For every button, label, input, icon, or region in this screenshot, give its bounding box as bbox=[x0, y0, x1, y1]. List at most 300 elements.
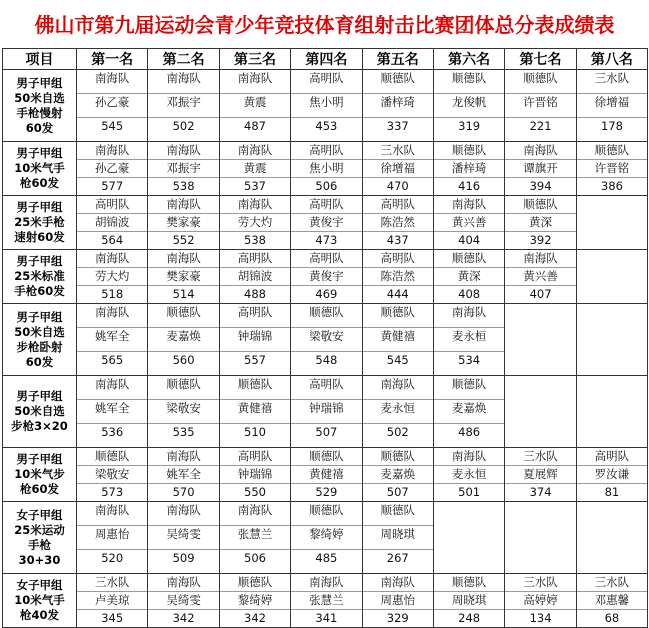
result-name: 胡锦波 bbox=[77, 214, 147, 232]
result-score: 81 bbox=[604, 485, 620, 499]
result-team: 南海队 bbox=[148, 70, 218, 94]
result-name: 陈浩然 bbox=[363, 268, 433, 286]
result-name: 麦永桓 bbox=[434, 328, 504, 352]
result-team: 南海队 bbox=[505, 250, 575, 268]
result-name: 罗汝谦 bbox=[577, 466, 647, 484]
table-row bbox=[3, 304, 648, 376]
header-row bbox=[3, 49, 648, 70]
result-name: 麦永恒 bbox=[434, 466, 504, 484]
result-score: 506 bbox=[244, 551, 266, 565]
result-name: 樊家豪 bbox=[148, 214, 218, 232]
result-team: 三水队 bbox=[505, 448, 575, 466]
result-name: 黎绮婷 bbox=[220, 592, 290, 610]
result-cell bbox=[77, 250, 148, 304]
result-score: 221 bbox=[529, 119, 552, 133]
result-score: 394 bbox=[529, 179, 552, 193]
result-score: 548 bbox=[315, 353, 338, 367]
empty-cell bbox=[576, 376, 647, 448]
result-team: 南海队 bbox=[148, 574, 218, 592]
result-name: 张慧兰 bbox=[220, 526, 290, 550]
result-cell bbox=[362, 142, 433, 196]
result-cell bbox=[505, 196, 576, 250]
result-score: 386 bbox=[600, 179, 623, 193]
result-name: 焦小明 bbox=[291, 160, 361, 178]
result-score: 374 bbox=[529, 485, 552, 499]
result-name: 黄震 bbox=[220, 94, 290, 118]
result-name: 黄健禧 bbox=[291, 466, 361, 484]
result-name: 周惠怡 bbox=[77, 526, 147, 550]
event-name-line: 60发 bbox=[25, 120, 54, 135]
result-team: 三水队 bbox=[577, 70, 647, 94]
event-name-line: 30+30 bbox=[18, 552, 61, 567]
results-body bbox=[3, 70, 648, 628]
result-name: 周晓琪 bbox=[363, 526, 433, 550]
event-name-line: 步枪3×20 bbox=[11, 419, 68, 433]
result-score: 319 bbox=[458, 119, 481, 133]
event-name bbox=[3, 70, 77, 142]
result-name: 麦嘉焕 bbox=[148, 328, 218, 352]
result-team: 高明队 bbox=[220, 448, 290, 466]
result-team: 高明队 bbox=[291, 376, 361, 400]
result-score: 444 bbox=[386, 287, 409, 301]
result-score: 573 bbox=[101, 485, 124, 499]
result-team: 顺德队 bbox=[291, 502, 361, 526]
result-name: 周惠怡 bbox=[363, 592, 433, 610]
result-score: 536 bbox=[101, 425, 124, 439]
result-score: 342 bbox=[172, 611, 195, 625]
result-name: 劳大灼 bbox=[77, 268, 147, 286]
result-score: 68 bbox=[604, 611, 620, 625]
result-team: 顺德队 bbox=[363, 304, 433, 328]
result-name: 黄深 bbox=[505, 214, 575, 232]
result-cell bbox=[291, 448, 362, 502]
result-score: 535 bbox=[172, 425, 195, 439]
event-name-line: 枪60发 bbox=[19, 482, 59, 496]
header-event: 项目 bbox=[3, 49, 77, 70]
event-name bbox=[3, 376, 77, 448]
result-score: 470 bbox=[386, 179, 409, 193]
result-name: 姚军全 bbox=[77, 400, 147, 424]
result-name: 焦小明 bbox=[291, 94, 361, 118]
result-score: 485 bbox=[315, 551, 338, 565]
result-score: 538 bbox=[172, 179, 195, 193]
result-team: 南海队 bbox=[77, 376, 147, 400]
result-name: 许晋铭 bbox=[577, 160, 647, 178]
event-name-line: 50米自选 bbox=[14, 404, 65, 418]
event-name-line: 男子甲组 bbox=[16, 254, 63, 268]
result-cell bbox=[433, 304, 504, 376]
result-cell bbox=[77, 376, 148, 448]
result-team: 顺德队 bbox=[505, 196, 575, 214]
table-row bbox=[3, 142, 648, 196]
result-score: 416 bbox=[458, 179, 481, 193]
result-score: 178 bbox=[600, 119, 623, 133]
result-score: 538 bbox=[244, 233, 266, 247]
result-cell bbox=[362, 448, 433, 502]
result-score: 520 bbox=[101, 551, 124, 565]
event-name-line: 速射60发 bbox=[14, 230, 65, 244]
result-score: 507 bbox=[315, 425, 338, 439]
result-team: 南海队 bbox=[148, 502, 218, 526]
result-cell bbox=[291, 376, 362, 448]
header-rank-5: 第五名 bbox=[362, 49, 433, 70]
result-team: 顺德队 bbox=[148, 304, 218, 328]
result-cell bbox=[77, 304, 148, 376]
result-team: 高明队 bbox=[363, 250, 433, 268]
event-name-line: 步枪卧射 bbox=[16, 339, 63, 354]
table-row bbox=[3, 376, 648, 448]
result-name: 黄俊宇 bbox=[291, 268, 361, 286]
result-score: 502 bbox=[172, 119, 195, 133]
result-team: 南海队 bbox=[363, 574, 433, 592]
result-score: 473 bbox=[315, 233, 338, 247]
result-name: 梁敬安 bbox=[77, 466, 147, 484]
result-team: 顺德队 bbox=[291, 304, 361, 328]
table-row bbox=[3, 70, 648, 142]
event-name-line: 手枪慢射 bbox=[16, 105, 63, 120]
result-score: 345 bbox=[101, 611, 124, 625]
result-cell bbox=[362, 304, 433, 376]
empty-cell bbox=[433, 502, 504, 574]
header-rank-4: 第四名 bbox=[291, 49, 362, 70]
result-cell bbox=[219, 142, 290, 196]
result-score: 502 bbox=[386, 425, 409, 439]
result-team: 顺德队 bbox=[220, 376, 290, 400]
result-name: 劳大灼 bbox=[220, 214, 290, 232]
result-team: 高明队 bbox=[577, 448, 647, 466]
result-name: 姚军全 bbox=[148, 466, 218, 484]
result-team: 高明队 bbox=[363, 196, 433, 214]
result-name: 胡锦波 bbox=[220, 268, 290, 286]
result-cell bbox=[219, 304, 290, 376]
result-team: 南海队 bbox=[77, 250, 147, 268]
result-name: 张慧兰 bbox=[291, 592, 361, 610]
result-score: 560 bbox=[172, 353, 195, 367]
result-cell bbox=[505, 250, 576, 304]
result-score: 392 bbox=[529, 233, 552, 247]
event-name-line: 男子甲组 bbox=[16, 309, 63, 324]
result-name: 黄震 bbox=[220, 160, 290, 178]
event-name-line: 50米自选 bbox=[14, 324, 65, 339]
result-name: 陈浩然 bbox=[363, 214, 433, 232]
event-name-line: 女子甲组 bbox=[16, 507, 63, 522]
event-name bbox=[3, 250, 77, 304]
empty-cell bbox=[505, 376, 576, 448]
event-name-line: 男子甲组 bbox=[16, 146, 63, 160]
result-cell bbox=[576, 70, 647, 142]
result-name: 黄深 bbox=[434, 268, 504, 286]
result-team: 顺德队 bbox=[434, 142, 504, 160]
event-name-line: 50米自选 bbox=[14, 90, 65, 105]
event-name bbox=[3, 304, 77, 376]
result-team: 南海队 bbox=[505, 142, 575, 160]
result-team: 南海队 bbox=[77, 142, 147, 160]
result-cell bbox=[362, 502, 433, 574]
result-score: 341 bbox=[315, 611, 338, 625]
result-cell bbox=[505, 448, 576, 502]
result-score: 487 bbox=[244, 119, 266, 133]
result-cell bbox=[219, 70, 290, 142]
result-score: 577 bbox=[101, 179, 124, 193]
result-name: 梁敬安 bbox=[291, 328, 361, 352]
result-score: 557 bbox=[244, 353, 266, 367]
result-team: 南海队 bbox=[220, 70, 290, 94]
result-name: 樊家豪 bbox=[148, 268, 218, 286]
result-cell bbox=[291, 196, 362, 250]
result-team: 南海队 bbox=[148, 142, 218, 160]
result-name: 麦永恒 bbox=[363, 400, 433, 424]
result-cell bbox=[148, 304, 219, 376]
result-team: 顺德队 bbox=[363, 502, 433, 526]
result-cell bbox=[77, 502, 148, 574]
result-cell bbox=[77, 448, 148, 502]
event-name bbox=[3, 142, 77, 196]
result-name: 龙俊帆 bbox=[434, 94, 504, 118]
result-team: 南海队 bbox=[220, 502, 290, 526]
result-name: 麦嘉焕 bbox=[363, 466, 433, 484]
header-rank-7: 第七名 bbox=[505, 49, 576, 70]
header-rank-2: 第二名 bbox=[148, 49, 219, 70]
result-cell bbox=[433, 196, 504, 250]
event-name bbox=[3, 196, 77, 250]
result-score: 510 bbox=[244, 425, 266, 439]
result-score: 501 bbox=[458, 485, 481, 499]
event-name-line: 60发 bbox=[25, 354, 54, 369]
result-name: 孙乙豪 bbox=[77, 160, 147, 178]
result-team: 南海队 bbox=[148, 250, 218, 268]
result-cell bbox=[148, 376, 219, 448]
result-team: 顺德队 bbox=[291, 448, 361, 466]
result-name: 吴绮雯 bbox=[148, 592, 218, 610]
result-team: 高明队 bbox=[77, 196, 147, 214]
result-score: 267 bbox=[386, 551, 409, 565]
result-score: 134 bbox=[529, 611, 552, 625]
result-name: 潘梓琦 bbox=[363, 94, 433, 118]
result-score: 248 bbox=[458, 611, 481, 625]
result-score: 537 bbox=[244, 179, 266, 193]
result-name: 钟瑞锦 bbox=[220, 466, 290, 484]
result-team: 高明队 bbox=[220, 304, 290, 328]
result-name: 夏展辉 bbox=[505, 466, 575, 484]
result-score: 529 bbox=[315, 485, 338, 499]
result-team: 三水队 bbox=[577, 574, 647, 592]
result-team: 顺德队 bbox=[77, 448, 147, 466]
result-cell bbox=[362, 376, 433, 448]
result-team: 三水队 bbox=[77, 574, 147, 592]
result-score: 565 bbox=[101, 353, 124, 367]
result-name: 麦嘉焕 bbox=[434, 400, 504, 424]
result-team: 南海队 bbox=[434, 448, 504, 466]
result-name: 周晓琪 bbox=[434, 592, 504, 610]
result-team: 三水队 bbox=[363, 142, 433, 160]
result-name: 黄健禧 bbox=[363, 328, 433, 352]
result-score: 570 bbox=[172, 485, 195, 499]
result-team: 南海队 bbox=[77, 502, 147, 526]
result-name: 吴绮雯 bbox=[148, 526, 218, 550]
result-cell bbox=[148, 250, 219, 304]
result-team: 南海队 bbox=[434, 304, 504, 328]
header-rank-3: 第三名 bbox=[219, 49, 290, 70]
event-name-line: 手枪 bbox=[28, 537, 51, 552]
result-team: 顺德队 bbox=[434, 250, 504, 268]
event-name-line: 25米手枪 bbox=[14, 215, 65, 229]
result-team: 南海队 bbox=[77, 70, 147, 94]
result-score: 564 bbox=[101, 233, 124, 247]
result-name: 潘梓琦 bbox=[434, 160, 504, 178]
result-name: 黄健禧 bbox=[220, 400, 290, 424]
empty-cell bbox=[505, 502, 576, 574]
result-name: 姚军全 bbox=[77, 328, 147, 352]
result-score: 408 bbox=[458, 287, 481, 301]
result-team: 顺德队 bbox=[505, 70, 575, 94]
header-rank-8: 第八名 bbox=[576, 49, 647, 70]
result-team: 高明队 bbox=[291, 70, 361, 94]
result-cell bbox=[362, 196, 433, 250]
result-team: 顺德队 bbox=[363, 70, 433, 94]
result-team: 顺德队 bbox=[363, 448, 433, 466]
result-name: 钟瑞锦 bbox=[291, 400, 361, 424]
table-row bbox=[3, 250, 648, 304]
result-cell bbox=[505, 142, 576, 196]
result-team: 三水队 bbox=[505, 574, 575, 592]
result-name: 孙乙豪 bbox=[77, 94, 147, 118]
result-score: 545 bbox=[386, 353, 409, 367]
result-score: 407 bbox=[529, 287, 552, 301]
result-score: 509 bbox=[172, 551, 195, 565]
result-cell bbox=[219, 250, 290, 304]
result-team: 南海队 bbox=[434, 196, 504, 214]
result-team: 南海队 bbox=[363, 376, 433, 400]
result-score: 329 bbox=[386, 611, 409, 625]
result-cell bbox=[77, 142, 148, 196]
result-name: 邓惠馨 bbox=[577, 592, 647, 610]
event-name-line: 手枪60发 bbox=[14, 284, 65, 298]
result-score: 404 bbox=[458, 233, 481, 247]
result-cell bbox=[219, 448, 290, 502]
result-team: 高明队 bbox=[220, 250, 290, 268]
result-cell bbox=[433, 142, 504, 196]
result-cell bbox=[77, 70, 148, 142]
empty-cell bbox=[576, 196, 647, 250]
table-row bbox=[3, 448, 648, 502]
result-cell bbox=[362, 70, 433, 142]
event-name-line: 10米气手 bbox=[14, 161, 65, 175]
result-team: 顺德队 bbox=[148, 376, 218, 400]
result-team: 顺德队 bbox=[434, 574, 504, 592]
result-cell bbox=[291, 142, 362, 196]
result-team: 高明队 bbox=[291, 250, 361, 268]
header-rank-1: 第一名 bbox=[77, 49, 148, 70]
result-team: 顺德队 bbox=[434, 376, 504, 400]
result-name: 许晋铭 bbox=[505, 94, 575, 118]
result-team: 高明队 bbox=[291, 196, 361, 214]
result-team: 高明队 bbox=[291, 142, 361, 160]
result-score: 518 bbox=[101, 287, 124, 301]
event-name-line: 男子甲组 bbox=[16, 75, 63, 90]
result-cell bbox=[291, 250, 362, 304]
result-cell bbox=[433, 70, 504, 142]
event-name bbox=[3, 448, 77, 502]
event-name bbox=[3, 502, 77, 574]
table-row bbox=[3, 196, 648, 250]
page-title: 佛山市第九届运动会青少年竞技体育组射击比赛团体总分表成绩表 bbox=[34, 13, 615, 37]
result-cell bbox=[148, 142, 219, 196]
result-score: 534 bbox=[458, 353, 481, 367]
result-name: 黎绮婷 bbox=[291, 526, 361, 550]
result-cell bbox=[219, 502, 290, 574]
event-name-line: 男子甲组 bbox=[16, 389, 63, 403]
result-team: 顺德队 bbox=[577, 142, 647, 160]
result-name: 黄兴善 bbox=[434, 214, 504, 232]
result-name: 卢美琼 bbox=[77, 592, 147, 610]
result-team: 顺德队 bbox=[220, 574, 290, 592]
result-score: 488 bbox=[244, 287, 266, 301]
result-score: 507 bbox=[386, 485, 409, 499]
result-team: 南海队 bbox=[291, 574, 361, 592]
event-name-line: 女子甲组 bbox=[16, 578, 63, 592]
result-team: 南海队 bbox=[220, 196, 290, 214]
result-score: 550 bbox=[244, 485, 266, 499]
results-table bbox=[2, 48, 648, 628]
empty-cell bbox=[576, 304, 647, 376]
event-name-line: 枪40发 bbox=[19, 608, 59, 622]
result-cell bbox=[148, 70, 219, 142]
result-score: 545 bbox=[101, 119, 124, 133]
event-name-line: 枪60发 bbox=[19, 176, 59, 190]
result-cell bbox=[148, 448, 219, 502]
result-cell bbox=[148, 502, 219, 574]
result-cell bbox=[576, 448, 647, 502]
result-team: 南海队 bbox=[148, 448, 218, 466]
result-score: 552 bbox=[172, 233, 195, 247]
result-team: 南海队 bbox=[220, 142, 290, 160]
result-team: 南海队 bbox=[77, 304, 147, 328]
result-score: 469 bbox=[315, 287, 338, 301]
result-cell bbox=[291, 502, 362, 574]
result-score: 437 bbox=[386, 233, 409, 247]
result-name: 梁敬安 bbox=[148, 400, 218, 424]
event-name-line: 10米气步 bbox=[14, 467, 65, 481]
result-name: 徐增福 bbox=[577, 94, 647, 118]
result-team: 顺德队 bbox=[434, 70, 504, 94]
result-team: 南海队 bbox=[148, 196, 218, 214]
result-score: 486 bbox=[458, 425, 481, 439]
result-name: 黄兴善 bbox=[505, 268, 575, 286]
result-cell bbox=[505, 70, 576, 142]
empty-cell bbox=[505, 304, 576, 376]
result-cell bbox=[148, 196, 219, 250]
result-name: 邓振宇 bbox=[148, 94, 218, 118]
header-rank-6: 第六名 bbox=[433, 49, 504, 70]
result-cell bbox=[291, 304, 362, 376]
result-cell bbox=[77, 196, 148, 250]
empty-cell bbox=[576, 502, 647, 574]
event-name-line: 25米运动 bbox=[14, 522, 65, 537]
result-cell bbox=[433, 376, 504, 448]
result-score: 453 bbox=[315, 119, 338, 133]
result-cell bbox=[219, 196, 290, 250]
result-cell bbox=[576, 142, 647, 196]
result-score: 337 bbox=[386, 119, 409, 133]
result-cell bbox=[362, 250, 433, 304]
result-name: 徐增福 bbox=[363, 160, 433, 178]
result-name: 谭旗开 bbox=[505, 160, 575, 178]
result-name: 高婷婷 bbox=[505, 592, 575, 610]
event-name-line: 男子甲组 bbox=[16, 452, 63, 466]
result-cell bbox=[291, 70, 362, 142]
result-score: 342 bbox=[244, 611, 266, 625]
event-name-line: 10米气手 bbox=[14, 593, 65, 607]
